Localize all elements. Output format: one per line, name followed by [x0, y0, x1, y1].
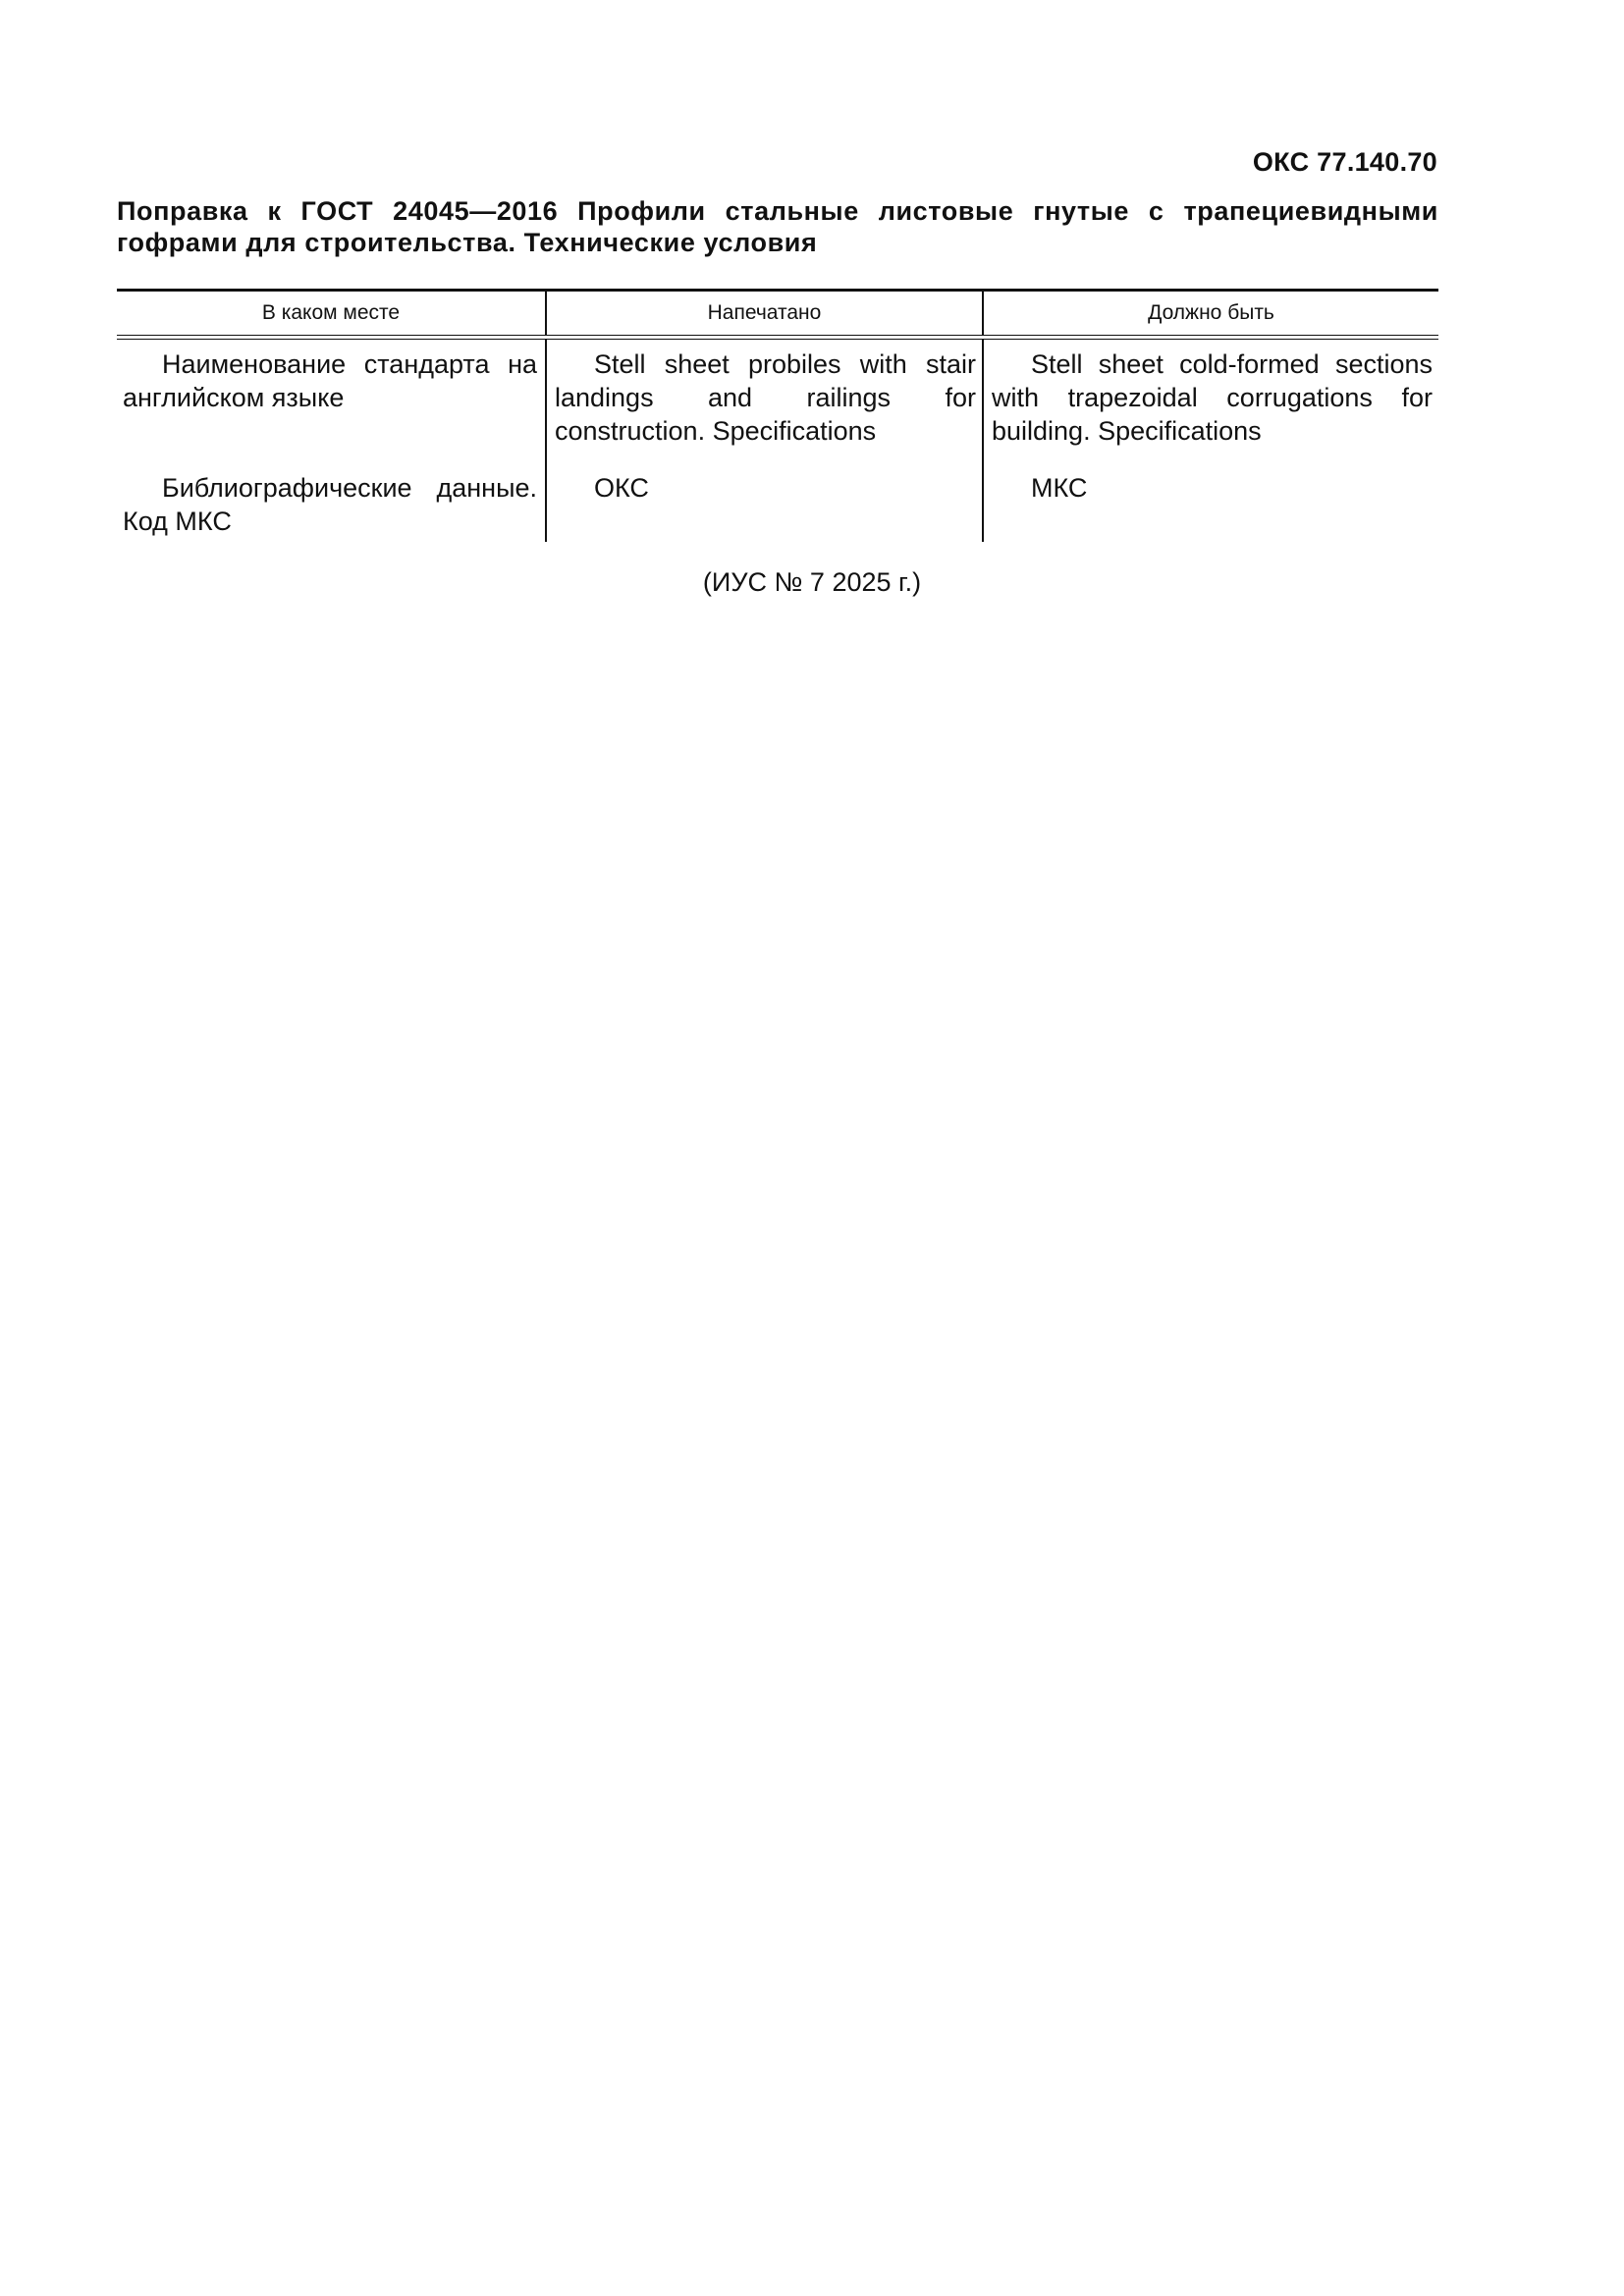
cell-printed: ОКС — [545, 465, 982, 542]
cell-should-be: МКС — [982, 465, 1438, 542]
header-place: В каком месте — [261, 301, 401, 324]
header-should-be: Должно быть — [982, 292, 1438, 335]
oks-code: ОКС 77.140.70 — [1252, 147, 1437, 177]
ius-reference: (ИУС № 7 2025 г.) — [702, 567, 922, 597]
table-row — [117, 465, 1438, 542]
table-row — [117, 340, 1438, 465]
table-header-row — [117, 292, 1438, 335]
header-printed: Напечатано — [545, 292, 982, 335]
cell-place: Библиографические данные. Код МКС — [123, 473, 537, 536]
amendment-table — [117, 289, 1438, 542]
cell-printed: Stell sheet probiles with stair landings and railings for construction. Specifications — [545, 340, 982, 465]
cell-place: Наименование стандарта на английском языке — [123, 349, 537, 412]
document-title: Поправка к ГОСТ 24045—2016 Профили стальные листовые гнутые с трапециевидными гофрами для строительства. Технические условия — [117, 196, 1438, 257]
cell-should-be: Stell sheet cold-formed sections with trapezoidal corrugations for building. Specifications — [982, 340, 1438, 465]
